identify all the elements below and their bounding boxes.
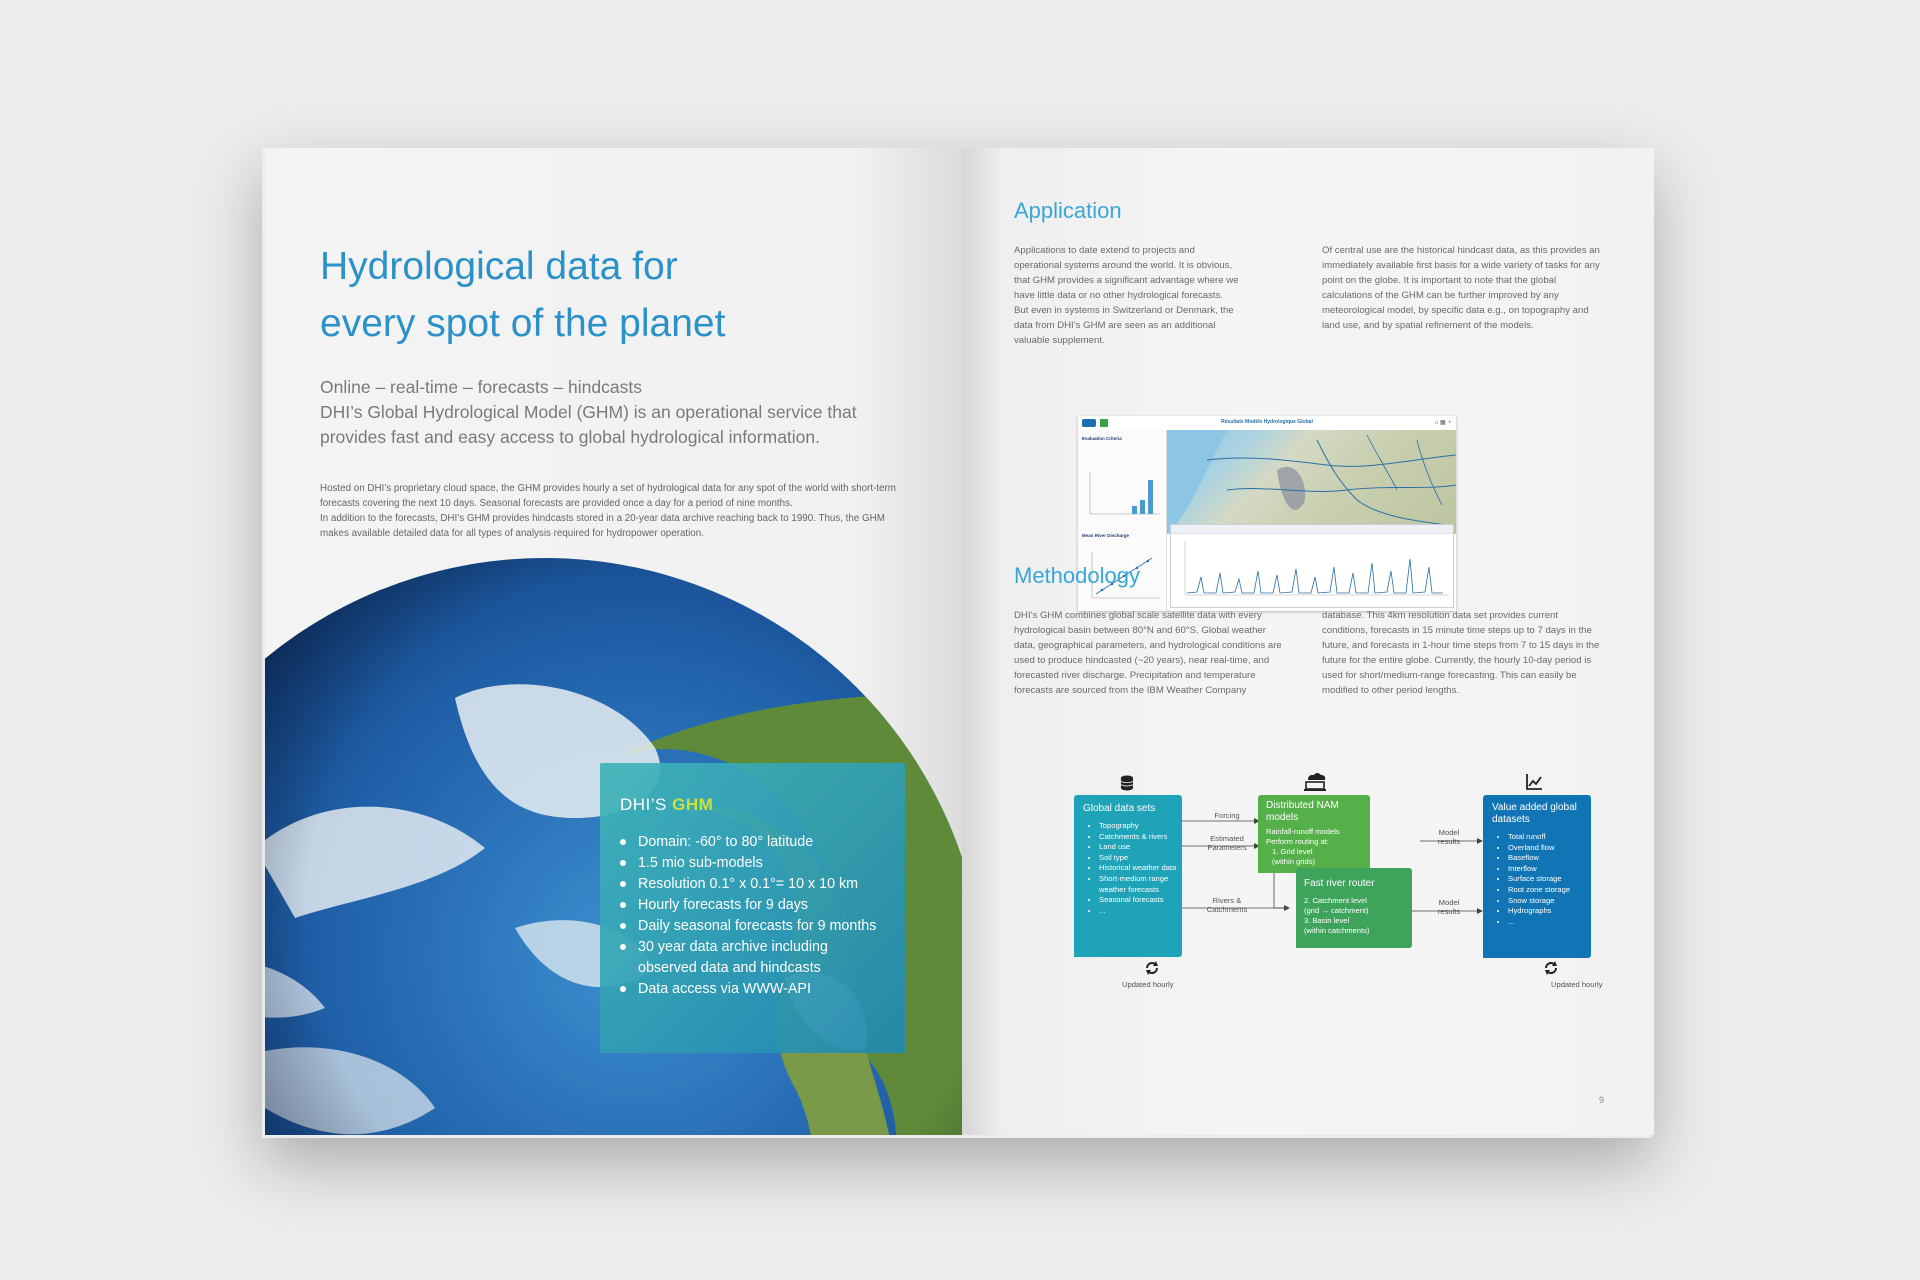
- cloud-computer-icon: [1303, 771, 1327, 793]
- list-item: • Snow storage: [1508, 896, 1591, 907]
- lede-line-2: DHI’s Global Hydrological Model (GHM) is an operational service that provides fast and easy access to global hydrological information.: [320, 402, 857, 447]
- list-item: • Total runoff: [1508, 832, 1591, 843]
- title-line-1: Hydrological data for: [320, 245, 678, 288]
- forcing-label: Forcing: [1214, 811, 1240, 820]
- nam-content: [1258, 795, 1370, 867]
- estimated-parameters-label: Estimated Parameters: [1207, 834, 1247, 852]
- list-item: • Topography: [1099, 821, 1182, 832]
- methodology-heading: Methodology: [1014, 563, 1140, 588]
- list-item: • ...: [1508, 917, 1591, 928]
- updated-hourly-label-2: Updated hourly: [1551, 980, 1603, 989]
- app-toolbar-icons: ⌂ ▦ ◔: [1434, 420, 1451, 426]
- list-item: • Soil type: [1099, 853, 1182, 864]
- list-item: Domain: -60° to 80° latitude: [620, 832, 876, 853]
- list-item: Resolution 0.1° x 0.1°= 10 x 10 km: [620, 874, 876, 895]
- list-item: • Interflow: [1508, 864, 1591, 875]
- application-col-1: Applications to date extend to projects and operational systems around the world. It is obvious, that GHM provides a significant advantage where we have little data or no other hydrological forecasts. But even in systems in Switzerland or Denmark, the data from DHI’s GHM are seen as an additional valuable supplement.: [1014, 245, 1239, 346]
- nam-title: Distributed NAM models: [1266, 800, 1339, 823]
- global-data-title: Global data sets: [1083, 803, 1156, 814]
- app-title: Résultats Modèle Hydrologique Global: [1221, 419, 1313, 425]
- title-line-2: every spot of the planet: [320, 302, 726, 345]
- list-item: Daily seasonal forecasts for 9 months: [620, 916, 876, 937]
- ghm-feature-list: [620, 832, 876, 1000]
- nam-models-box: [1258, 795, 1370, 873]
- updated-hourly-label-1: Updated hourly: [1122, 980, 1174, 989]
- ghm-title-highlight: GHM: [672, 795, 714, 814]
- model-results-label-1: Model results: [1437, 828, 1461, 846]
- router-title: Fast river router: [1304, 878, 1375, 889]
- global-data-box: [1074, 795, 1182, 957]
- river-network-map: [1167, 430, 1456, 534]
- router-item-2: 3. Basin level (within catchments): [1304, 916, 1370, 935]
- intro-body: [320, 481, 900, 541]
- lede: [320, 375, 880, 450]
- right-page: [962, 148, 1654, 1135]
- list-item: Hourly forecasts for 9 days: [620, 895, 876, 916]
- left-page: [265, 148, 962, 1135]
- list-item: • Overland flow: [1508, 843, 1591, 854]
- list-item: • Short-medium range weather forecasts: [1099, 874, 1182, 895]
- criteria-bar-chart: [1082, 470, 1162, 520]
- discharge-timeseries-chart: [1170, 524, 1454, 608]
- page-title: [320, 238, 725, 352]
- intro-paragraph-2: In addition to the forecasts, DHI’s GHM provides hindcasts stored in a 20-year data archive reaching back to 1990. Thus, the GHM makes available detailed data for all types of analysis required for hydropower operation.: [320, 513, 885, 539]
- line-chart-icon: [1525, 773, 1543, 791]
- ghm-box-title: [620, 795, 713, 815]
- ghm-title-prefix: DHI’S: [620, 795, 673, 814]
- application-heading: Application: [1014, 198, 1122, 223]
- list-item: • Land use: [1099, 842, 1182, 853]
- nam-subtitle: Rainfall-runoff models Perform routing at:: [1266, 827, 1340, 846]
- list-item: 30 year data archive including observed data and hindcasts: [620, 937, 868, 979]
- application-col-2: Of central use are the historical hindcast data, as this provides an immediately available first basis for a wide variety of tasks for any point on the globe. It is important to note that the global calculations of the GHM can be further improved by any meteorological model, by specific data e.g., on topography and land use, and by spatial refinement of the models.: [1322, 245, 1600, 331]
- map-overlay: [1167, 430, 1456, 534]
- list-item: • Hydrographs: [1508, 906, 1591, 917]
- hydrograph-plot: [1171, 533, 1453, 607]
- list-item: • Catchments & rivers: [1099, 832, 1182, 843]
- global-data-list: [1083, 821, 1182, 916]
- process-flow-diagram: [962, 713, 1654, 1033]
- list-item: • Baseflow: [1508, 853, 1591, 864]
- nam-item-1-text: Grid level (within grids): [1272, 847, 1316, 866]
- rivers-catchments-label: Rivers & Catchments: [1206, 896, 1248, 914]
- value-added-box: [1483, 795, 1591, 958]
- ghm-info-box: [600, 763, 905, 1053]
- nam-item-1: 1. Grid level (within grids): [1272, 847, 1316, 866]
- panel-title-1: Evaluation Criteria: [1082, 436, 1122, 441]
- refresh-icon: [1144, 960, 1160, 976]
- model-results-label-2: Model results: [1437, 898, 1461, 916]
- page-number: 9: [1598, 1095, 1604, 1105]
- value-added-title: Value added global datasets: [1492, 802, 1577, 825]
- list-item: • Surface storage: [1508, 874, 1591, 885]
- intro-paragraph-1: Hosted on DHI’s proprietary cloud space, the GHM provides hourly a set of hydrological data for any spot of the world with short-term forecasts covering the next 10 days. Seasonal forecasts are provided once a day for a period of nine months.: [320, 483, 896, 509]
- lede-line-1: Online – real-time – forecasts – hindcasts: [320, 377, 642, 397]
- list-item: 1.5 mio sub-models: [620, 853, 876, 874]
- list-item: • Seasonal forecasts: [1099, 895, 1182, 906]
- router-content: [1296, 868, 1412, 936]
- router-item-1: 2. Catchment level (grid → catchment): [1304, 896, 1369, 915]
- list-item: • Historical weather data: [1099, 863, 1182, 874]
- database-icon: [1120, 775, 1134, 791]
- global-data-content: [1074, 795, 1182, 916]
- refresh-icon: [1543, 960, 1559, 976]
- value-added-content: [1483, 795, 1591, 927]
- list-item: • Root zone storage: [1508, 885, 1591, 896]
- value-added-list: [1492, 832, 1591, 927]
- methodology-col-1: DHI’s GHM combines global scale satellite data with every hydrological basin between 80°N and 60°S. Global weather data, geographical parameters, and hydrological conditions are used to produce hindcasted (~20 years), near real-time, and forecasted river discharge. Precipitation and temperature forecasts are sourced from the IBM Weather Company: [1014, 610, 1282, 696]
- methodology-col-2: database. This 4km resolution data set provides current conditions, forecasts in 15 minute time steps up to 7 days in the future, and forecasts in 1-hour time steps from 7 to 15 days in the future for the entire globe. Currently, the hourly 10-day period is used for short/medium-range forecasting. This can easily be modified to other period lengths.: [1322, 610, 1600, 696]
- app-header: [1078, 416, 1456, 431]
- fast-river-router-box: [1296, 868, 1412, 948]
- list-item: Data access via WWW-API: [620, 979, 876, 1000]
- list-item: • ...: [1099, 906, 1182, 917]
- panel-title-2: Mean River Discharge: [1082, 533, 1130, 538]
